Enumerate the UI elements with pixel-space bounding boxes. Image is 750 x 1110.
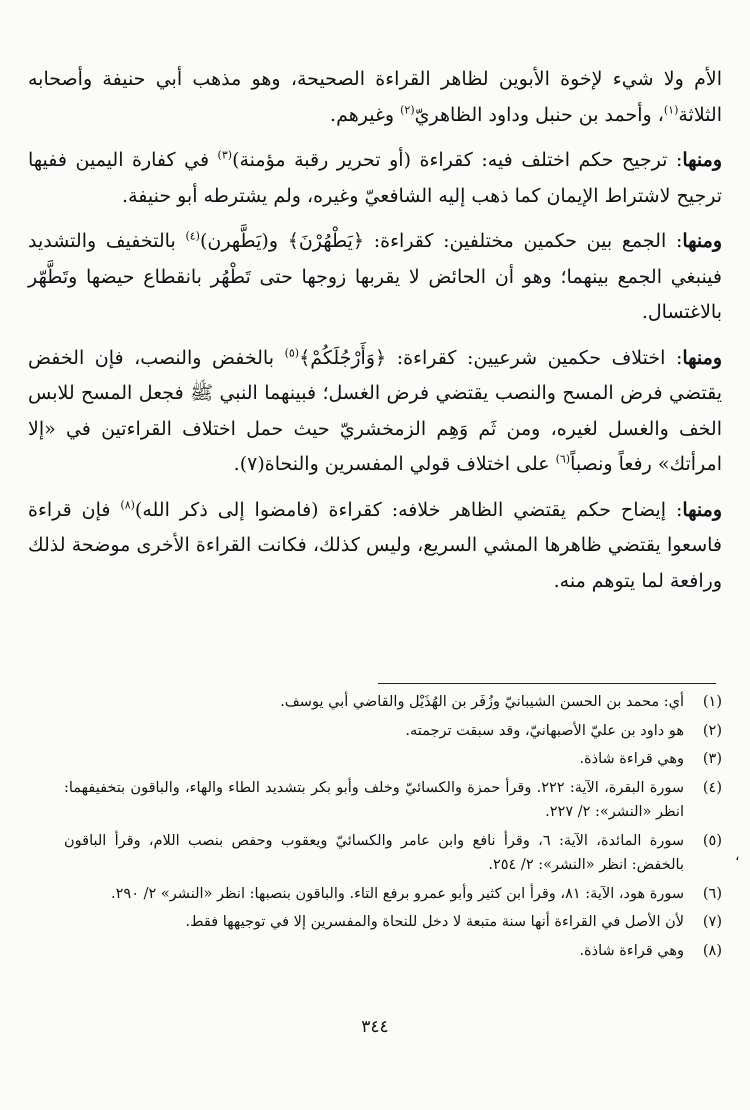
paragraph-5	[28, 493, 722, 600]
footnote-item	[64, 829, 722, 878]
paragraph-text: : الجمع بين حكمين مختلفين: كقراءة: ﴿يَطْهُرْنَ﴾ و(يَطَّهرن)	[199, 230, 683, 252]
footnote-ref[interactable]: (٦)	[555, 452, 571, 466]
footnote-number: (٢)	[702, 722, 722, 739]
footnote-item	[64, 747, 722, 772]
footnote-text: سورة المائدة، الآية: ٦، وقرأ نافع وابن عامر والكسائيّ ويعقوب وحفص بنصب اللام، وقرأ الباقون بالخفض: انظر «النشر»: ٢/ ٢٥٤.	[64, 832, 684, 873]
paragraph-2	[28, 143, 722, 214]
paragraph-4	[28, 341, 722, 483]
footnote-text: وهي قراءة شاذة.	[579, 942, 684, 959]
paragraph-text: بالخفض والنصب، فإن الخفض يقتضي فرض المسح والنصب يقتضي فرض الغسل؛ فبينهما النبي ﷺ فجعل المسح للابس الخف والغسل لغيره، ومن ثَم وَهِم الزمخشريّ حيث حمل اختلاف القراءتين في «إلا امرأتك» رفعاً ونصباً	[28, 346, 722, 475]
footnote-item	[64, 939, 722, 964]
footnote-ref[interactable]: (٤)	[185, 229, 200, 243]
paragraph-text: وغيرهم.	[330, 103, 401, 126]
footnote-item	[64, 719, 722, 744]
page-number: ٣٤٤	[361, 1017, 389, 1037]
paragraph-lead: ومنها	[682, 149, 722, 171]
footnote-ref[interactable]: (٨)	[120, 498, 135, 512]
footnote-item	[64, 910, 722, 935]
paragraph-text: فإن قراءة فاسعوا يقتضي ظاهرها المشي السريع، وليس كذلك، فكانت القراءة الأخرى موضحة لذلك ورافعة لما يتوهم منه.	[28, 498, 722, 592]
footnote-item	[64, 776, 722, 825]
paragraph-text: في كفارة اليمين ففيها ترجيح لاشتراط الإيمان كما ذهب إليه الشافعيّ وغيره، ولم يشترطه أبو حنيفة.	[28, 149, 722, 207]
paragraph-lead: ومنها	[682, 230, 722, 252]
footnote-number: (٤)	[702, 779, 722, 796]
footnote-ref[interactable]: (٣)	[217, 148, 233, 162]
footnote-text: هو داود بن عليّ الأصبهانيّ، وقد سبقت ترجمته.	[405, 722, 684, 739]
footnote-ref[interactable]: (٥)	[284, 346, 300, 360]
footnote-item	[64, 690, 722, 715]
paragraph-text: على اختلاف قولي المفسرين والنحاة(٧).	[233, 453, 556, 475]
paragraph-text: ، وأحمد بن حنبل وداود الظاهريّ	[414, 103, 664, 126]
footnote-number: (٦)	[702, 885, 722, 902]
paragraph-3	[28, 224, 722, 331]
footnote-number: (٥)	[702, 832, 722, 849]
footnote-text: سورة هود، الآية: ٨١، وقرأ ابن كثير وأبو عمرو برفع التاء. والباقون بنصبها: انظر «النشر» ٢/ ٢٩٠.	[111, 885, 684, 902]
footnote-number: (٨)	[702, 942, 722, 959]
paragraph-text: : اختلاف حكمين شرعيين: كقراءة: ﴿وَأَرْجُلَكُمْ﴾	[299, 346, 683, 369]
paragraph-lead: ومنها	[682, 498, 722, 521]
footnote-number: (١)	[702, 694, 722, 710]
footnote-ref[interactable]: (٢)	[400, 103, 415, 117]
footnote-separator	[378, 683, 716, 684]
paragraph-text: : ترجيح حكم اختلف فيه: كقراءة (أو تحرير رقبة مؤمنة)	[232, 149, 683, 171]
paragraph-text: بالتخفيف والتشديد فينبغي الجمع بينهما؛ وهو أن الحائض لا يقربها زوجها حتى تَطْهُر بانقطاع حيضها وتَطَّهّر بالاغتسال.	[28, 230, 722, 323]
footnote-text: لأن الأصل في القراءة أنها سنة متبعة لا دخل للنحاة والمفسرين إلا في توجيهها فقط.	[185, 914, 684, 930]
paragraph-text: الأم ولا شيء لإخوة الأبوين لظاهر القراءة الصحيحة، وهو مذهب أبي حنيفة وأصحابه الثلاثة	[28, 68, 722, 126]
footnote-ref[interactable]: (١)	[663, 103, 679, 117]
main-text	[28, 62, 722, 609]
paragraph-lead: ومنها	[682, 346, 722, 369]
footnote-number: (٧)	[702, 914, 722, 930]
footnote-number: (٣)	[702, 751, 722, 767]
footnote-text: وهي قراءة شاذة.	[579, 751, 684, 767]
footnote-text: سورة البقرة، الآية: ٢٢٢. وقرأ حمزة والكسائيّ وخلف وأبو بكر بتشديد الطاء والهاء، والباقون بتخفيفهما: انظر «النشر»: ٢/ ٢٢٧.	[64, 779, 684, 820]
paragraph-text: : إيضاح حكم يقتضي الظاهر خلافه: كقراءة (فامضوا إلى ذكر الله)	[134, 498, 683, 521]
footnote-item	[64, 882, 722, 907]
footnotes	[64, 690, 722, 967]
paragraph-1	[28, 62, 722, 133]
footnote-text: أي: محمد بن الحسن الشيبانيّ وزُفَر بن الهُذَيْل والقاضي أبي يوسف.	[280, 694, 684, 710]
margin-mark: ،	[735, 848, 740, 864]
